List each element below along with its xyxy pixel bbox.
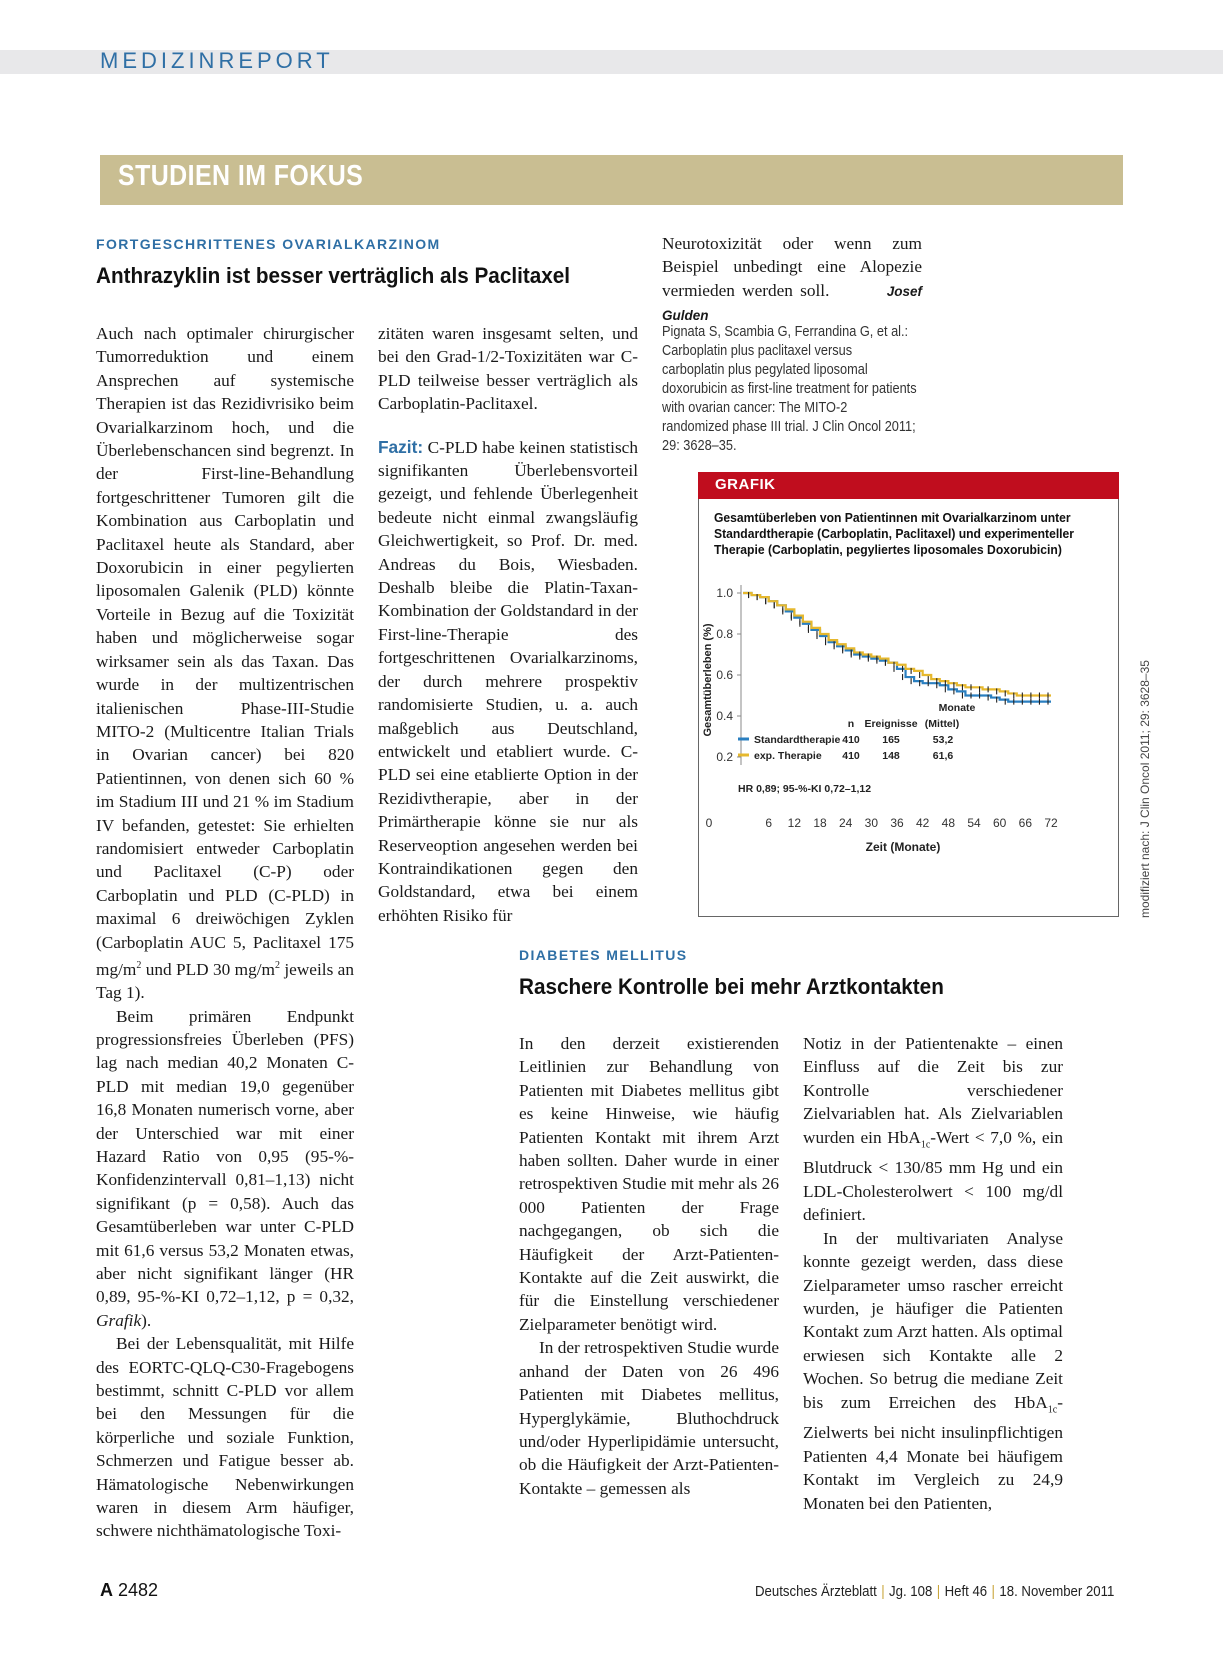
article1-column-1 — [96, 322, 354, 1543]
article1-column-2 — [378, 322, 638, 927]
x-tick-label: 24 — [838, 816, 853, 830]
hazard-ratio-annotation: HR 0,89; 95-%-KI 0,72–1,12 — [738, 783, 872, 795]
author: Josef Gulden — [662, 283, 922, 324]
paragraph: Auch nach optimaler chirurgischer Tumorreduktion und einem Ansprechen auf systemische Therapien ist das Rezidivrisiko beim Ovarialkarzinom hoch, und die Überlebenschancen sind begrenzt. In der First-line-Behandlung fortgeschrittener Tumoren gilt die Kombination aus Carboplatin und Paclitaxel heute als Standard, aber Doxorubicin in einer pegylierten liposomalen Galenik (PLD) könnte Vorteile in Bezug auf die Toxizität haben und möglicherweise sogar wirksamer sein als das Taxan. Das wurde in der multizentrischen italienischen Phase-III-Studie MITO-2 (Multicentre Italian Trials in Ovarian cancer) bei 820 Patientinnen, von denen sich 60 % im Stadium III und 21 % im Stadium IV befanden, getestet: Sie erhielten randomisiert entweder Carboplatin und Paclitaxel (C-P) oder Carboplatin und PLD (C-PLD) in maximal 6 dreiwöchigen Zyklen (Carboplatin AUC 5, Paclitaxel 175 $mg/m^2$ und PLD 30 $mg/m^2$ jeweils an Tag 1). — [96, 324, 354, 1003]
legend-ereignisse: 165 — [882, 734, 900, 746]
chart-title: Gesamtüberleben von Patientinnen mit Ovarialkarzinom unter Standardtherapie (Carboplatin, Paclitaxel) und experimenteller Therapie (Carboplatin, pegyliertes liposomales Doxorubicin) — [714, 510, 1075, 557]
legend-ereignisse: 148 — [882, 750, 900, 762]
section-label: MEDIZINREPORT — [100, 48, 334, 73]
paragraph: Notiz in der Patientenakte – einen Einfluss auf die Zeit bis zur Kontrolle verschiedener Zielvariablen hat. Als Zielvariablen wurden ein HbA$_{1c}$-Wert < 7,0 %, ein Blutdruck < 130/85 mm Hg und ein LDL-Cholesterolwert < 100 mg/dl definiert. — [803, 1034, 1063, 1225]
paragraph: Bei der Lebensqualität, mit Hilfe des EORTC-QLQ-C30-Fragebogens bestimmt, schnitt C-PLD vor allem bei den Messungen für die körperliche und soziale Funktion, Schmerzen und Fatigue besser ab. Hämatologische Nebenwirkungen waren in diesem Arm häufiger, schwere nichthämatologische Toxi- — [96, 1334, 354, 1541]
paragraph: In den derzeit existierenden Leitlinien zur Behandlung von Patienten mit Diabetes mellitus gibt es keine Hinweise, wie häufig Patienten Kontakt mit ihrem Arzt haben sollten. Daher wurde in einer retrospektiven Studie mit mehr als 26 000 Patienten der Frage nachgegangen, ob sich die Häufigkeit der Arzt-Patienten-Kontakte auf die Zeit auswirkt, die für die Einstellung verschiedener Zielparameter benötigt wird. — [519, 1034, 779, 1334]
legend-series-name: Standardtherapie — [754, 734, 841, 746]
legend-header-ereignisse: Ereignisse — [864, 718, 918, 730]
x-axis-label: Zeit (Monate) — [865, 840, 941, 854]
paragraph: Neurotoxizität oder wenn zum Beispiel unbedingt eine Alopezie vermieden werden soll. Josef Gulden — [662, 234, 922, 324]
x-tick-label: 48 — [941, 816, 956, 830]
side-credit: modifiziert nach: J Clin Oncol 2011; 29: 3628–35 — [1138, 660, 1152, 918]
article2-column-1 — [519, 1032, 779, 1500]
x-tick-label: 18 — [813, 816, 827, 830]
legend-n: 410 — [842, 750, 860, 762]
y-tick-label: 0.6 — [716, 668, 733, 682]
paragraph: Fazit: C-PLD habe keinen statistisch signifikanten Überlebensvorteil gezeigt, und fehlende Überlegenheit bedeute nicht einmal zwangsläufig Gleichwertigkeit, so Prof. Dr. med. Andreas du Bois, Wiesbaden. Deshalb bleibe die Platin-Taxan-Kombination der Goldstandard in der First-line-Therapie des fortgeschrittenen Ovarialkarzinoms, der durch mehrere prospektiv randomisierte Studien, u. a. auch maßgeblich aus Deutschland, entwickelt und etabliert wurde. C-PLD sei eine etablierte Option in der Rezidivtherapie, aber in der Primärtherapie könne sie nur als Reserveoption angesehen werden bei Kontraindikationen gegen den Goldstandard, etwa bei einem erhöhten Risiko für — [378, 436, 638, 925]
legend-monate: 61,6 — [932, 750, 954, 762]
article2-headline: Raschere Kontrolle bei mehr Arztkontakten — [519, 974, 944, 999]
y-tick-label: 0.2 — [716, 750, 733, 764]
paragraph: zitäten waren insgesamt selten, und bei den Grad-1/2-Toxizitäten war C-PLD teilweise besser verträglich als Carboplatin-Paclitaxel. — [378, 324, 638, 414]
x-tick-label: 60 — [992, 816, 1007, 830]
legend-monate: 53,2 — [932, 734, 954, 746]
reference: Pignata S, Scambia G, Ferrandina G, et al.: Carboplatin plus paclitaxel versus carboplatin plus pegylated liposomal doxorubicin as first-line treatment for patients with ovarian cancer: The MITO-2 randomized phase III trial. J Clin Oncol 2011; 29: 3628–35. — [662, 324, 917, 454]
article1-kicker: FORTGESCHRITTENES OVARIALKARZINOM — [96, 236, 441, 252]
article2-kicker: DIABETES MELLITUS — [519, 947, 688, 963]
x-tick-label: 72 — [1044, 816, 1058, 830]
article1-column-3 — [662, 232, 922, 328]
x-tick-label: 6 — [765, 816, 773, 830]
x-tick-label: 66 — [1018, 816, 1033, 830]
y-axis-label: Gesamtüberleben (%) — [702, 623, 714, 737]
paragraph: In der retrospektiven Studie wurde anhand der Daten von 26 496 Patienten mit Diabetes mellitus, Hyperglykämie, Bluthochdruck und/oder Hyperlipidämie untersucht, ob die Häufigkeit der Arzt-Patienten-Kontakte – gemessen als — [519, 1338, 779, 1498]
x-tick-label: 54 — [967, 816, 981, 830]
x-tick-label: 12 — [787, 816, 802, 830]
legend-header-monate: Monate — [938, 702, 976, 714]
fazit-label: Fazit: — [378, 436, 424, 457]
paragraph: In der multivariaten Analyse konnte gezeigt werden, dass diese Zielparameter umso rascher erreicht wurden, je häufiger die Patienten Kontakt zum Arzt hatten. Als optimal erwiesen sich Kontakte alle 2 Wochen. So betrug die mediane Zeit bis zum Erreichen des HbA$_{1c}$-Zielwerts bei nicht insulinpflichtigen Patienten 4,4 Monate bei häufigem Kontakt im Vergleich zu 24,9 Monaten bei den Patienten, — [803, 1228, 1063, 1513]
series-line-experimental — [743, 593, 1051, 696]
paragraph: Beim primären Endpunkt progressionsfreies Überleben (PFS) lag nach median 40,2 Monaten C-PLD mit median 19,0 gegenüber 16,8 Monaten numerisch vorne, aber der Unterschied war mit einer Hazard Ratio von 0,95 (95-%-Konfidenzintervall 0,81–1,13) nicht signifikant (p = 0,58). Auch das Gesamtüberleben war unter C-PLD mit 61,6 versus 53,2 Monaten etwas, aber nicht signifikant länger (HR 0,89, 95-%-KI 0,72–1,12, p = 0,32, Grafik). — [96, 1006, 354, 1330]
legend-series-name: exp. Therapie — [754, 750, 822, 762]
y-tick-label: 1.0 — [716, 586, 733, 600]
x-tick-label: 0 — [705, 816, 713, 830]
x-tick-label: 30 — [864, 816, 879, 830]
chart-header-label: GRAFIK — [715, 476, 776, 493]
y-tick-label: 0.4 — [716, 709, 733, 723]
legend-n: 410 — [842, 734, 860, 746]
survival-chart — [699, 575, 1119, 915]
legend-header-n: n — [847, 718, 855, 730]
footer-citation: Deutsches Ärzteblatt | Jg. 108 | Heft 46 | 18. November 2011 — [755, 1583, 1115, 1600]
x-tick-label: 42 — [915, 816, 930, 830]
article2-column-2 — [803, 1032, 1063, 1515]
y-tick-label: 0.8 — [716, 627, 733, 641]
article1-headline: Anthrazyklin ist besser verträglich als Paclitaxel — [96, 263, 571, 288]
fokus-title: STUDIEN IM FOKUS — [118, 160, 364, 192]
page-number: A 2482 — [100, 1580, 159, 1600]
legend-header-mittel: (Mittel) — [924, 718, 960, 730]
x-tick-label: 36 — [890, 816, 904, 830]
